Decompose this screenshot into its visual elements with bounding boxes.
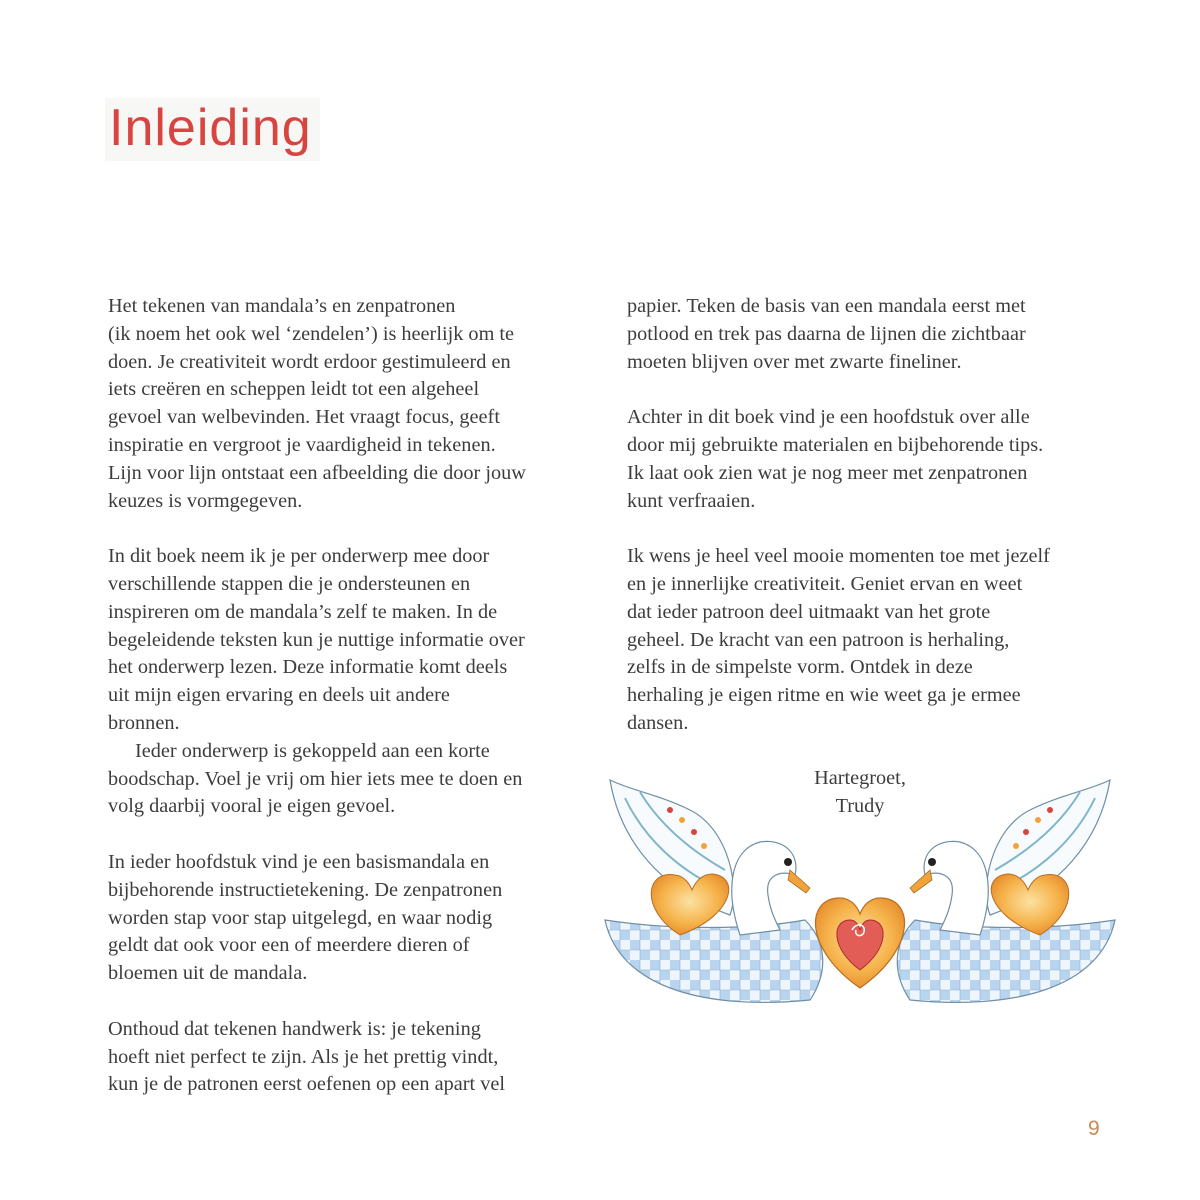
closing-greeting: Hartegroet, <box>814 767 906 789</box>
text-line: Onthoud dat tekenen handwerk is: je tekening <box>108 1017 481 1040</box>
text-line: Het tekenen van mandala’s en zenpatronen <box>108 295 456 317</box>
text-line: gevoel van welbevinden. Het vraagt focus, geeft <box>108 406 500 429</box>
text-line: (ik noem het ook wel ‘zendelen’) is heerlijk om te <box>108 322 515 345</box>
paragraph-gap <box>627 515 1102 543</box>
page-number: 9 <box>1088 1117 1100 1140</box>
text-line: dat ieder patroon deel uitmaakt van het grote <box>627 600 991 623</box>
right-swan-beak <box>910 870 932 893</box>
paragraph-gap <box>108 988 578 1016</box>
text-line: geldt dat ook voor een of meerdere dieren of <box>108 934 470 957</box>
text-line: door mij gebruikte materialen en bijbehorende tips. <box>627 433 1044 456</box>
left-swan-body <box>605 920 823 1002</box>
text-line: bronnen. <box>108 711 180 734</box>
closing-name: Trudy <box>835 794 885 817</box>
text-line: Lijn voor lijn ontstaat een afbeelding die door jouw <box>108 461 526 484</box>
text-line: inspireren om de mandala’s zelf te maken. In de <box>108 600 498 623</box>
text-line: verschillende stappen die je ondersteunen en <box>108 572 471 595</box>
right-swan-neck <box>924 841 988 935</box>
text-line: hoeft niet perfect te zijn. Als je het prettig vindt, <box>108 1045 499 1068</box>
text-line: potlood en trek pas daarna de lijnen die zichtbaar <box>627 322 1026 345</box>
right-swan-body <box>897 920 1115 1002</box>
text-line: volg daarbij vooral je eigen gevoel. <box>108 795 396 818</box>
text-line: het onderwerp lezen. Deze informatie komt deels <box>108 656 508 679</box>
text-line: moeten blijven over met zwarte fineliner. <box>627 350 962 373</box>
left-text-column <box>108 293 578 1099</box>
right-text-column <box>627 293 1102 738</box>
text-line: inspiratie en vergroot je vaardigheid in tekenen. <box>108 433 496 456</box>
text-line: bijbehorende instructietekening. De zenpatronen <box>108 878 503 901</box>
closing-signature <box>760 765 960 821</box>
text-line: iets creëren en scheppen leidt tot een algeheel <box>108 378 480 401</box>
text-line: In dit boek neem ik je per onderwerp mee door <box>108 545 490 568</box>
text-line: doen. Je creativiteit wordt erdoor gestimuleerd en <box>108 350 511 373</box>
text-line: begeleidende teksten kun je nuttige informatie over <box>108 628 525 651</box>
text-line: zelfs in de simpelste vorm. Ontdek in deze <box>627 656 973 679</box>
text-line: en je innerlijke creativiteit. Geniet ervan en weet <box>627 572 1023 595</box>
text-line: geheel. De kracht van een patroon is herhaling, <box>627 628 1010 651</box>
paragraph-gap <box>108 515 578 543</box>
text-line: worden stap voor stap uitgelegd, en waar nodig <box>108 906 493 929</box>
text-line: Ik laat ook zien wat je nog meer met zenpatronen <box>627 461 1028 484</box>
text-line: Achter in dit boek vind je een hoofdstuk over alle <box>627 406 1030 429</box>
text-line: keuzes is vormgegeven. <box>108 489 303 512</box>
left-swan-eye <box>784 858 792 866</box>
paragraph-gap <box>627 376 1102 404</box>
text-line: kunt verfraaien. <box>627 489 756 512</box>
text-line: boodschap. Voel je vrij om hier iets mee te doen en <box>108 767 523 790</box>
text-line: In ieder hoofdstuk vind je een basismandala en <box>108 850 490 873</box>
text-line: uit mijn eigen ervaring en deels uit andere <box>108 684 450 707</box>
paragraph-gap <box>108 821 578 849</box>
text-line: Ik wens je heel veel mooie momenten toe met jezelf <box>627 545 1050 568</box>
left-swan-neck <box>732 841 796 935</box>
left-swan-beak <box>788 870 810 893</box>
text-line: dansen. <box>627 711 689 734</box>
text-line: bloemen uit de mandala. <box>108 962 308 985</box>
text-line: Ieder onderwerp is gekoppeld aan een korte <box>135 739 490 762</box>
center-heart-icon <box>815 898 904 988</box>
right-swan-eye <box>928 858 936 866</box>
text-line: kun je de patronen eerst oefenen op een apart vel <box>108 1073 505 1096</box>
text-line: papier. Teken de basis van een mandala eerst met <box>627 295 1026 317</box>
page-title: Inleiding <box>105 98 320 161</box>
text-line: herhaling je eigen ritme en wie weet ga je ermee <box>627 684 1021 707</box>
